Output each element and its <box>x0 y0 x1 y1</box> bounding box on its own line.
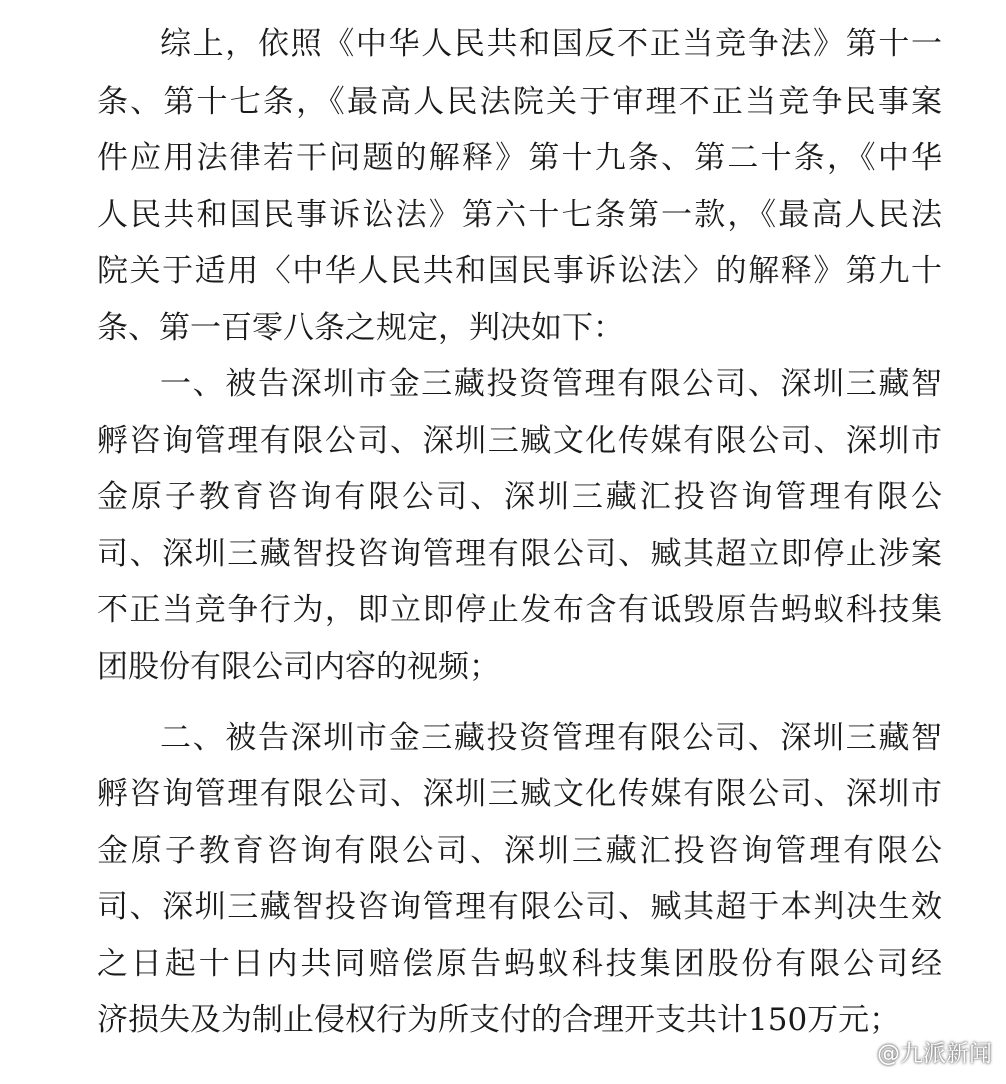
weibo-icon <box>833 1038 871 1066</box>
paragraph-2-line-4: 司、深圳三藏智投咨询管理有限公司、臧其超立即停止涉案 <box>97 536 942 572</box>
paragraph-3-line-1: 二、被告深圳市金三藏投资管理有限公司、深圳三藏智 <box>160 720 942 756</box>
paragraph-1-line-2: 条、第十七条，《最高人民法院关于审理不正当竞争民事案 <box>97 84 942 120</box>
paragraph-3-line-4: 司、深圳三藏智投咨询管理有限公司、臧其超于本判决生效 <box>97 889 942 925</box>
paragraph-2-line-2: 孵咨询管理有限公司、深圳三臧文化传媒有限公司、深圳市 <box>97 423 942 459</box>
paragraph-1-line-1: 综上，依照《中华人民共和国反不正当竞争法》第十一 <box>160 26 942 62</box>
paragraph-3-line-2: 孵咨询管理有限公司、深圳三臧文化传媒有限公司、深圳市 <box>97 776 942 812</box>
paragraph-1-line-3: 件应用法律若干问题的解释》第十九条、第二十条，《中华 <box>97 140 942 176</box>
paragraph-2-line-1: 一、被告深圳市金三藏投资管理有限公司、深圳三藏智 <box>160 366 942 402</box>
paragraph-1-line-5: 院关于适用〈中华人民共和国民事诉讼法〉的解释》第九十 <box>97 253 942 289</box>
paragraph-2-line-6: 团股份有限公司内容的视频； <box>97 649 500 685</box>
paragraph-3-line-5: 之日起十日内共同赔偿原告蚂蚁科技集团股份有限公司经 <box>97 946 942 982</box>
paragraph-2-line-3: 金原子教育咨询有限公司、深圳三藏汇投咨询管理有限公 <box>97 479 942 515</box>
paragraph-1-line-4: 人民共和国民事诉讼法》第六十七条第一款，《最高人民法 <box>97 197 942 233</box>
paragraph-3-line-6: 济损失及为制止侵权行为所支付的合理开支共计150万元； <box>97 1002 901 1038</box>
paragraph-2-line-5: 不正当竞争行为，即立即停止发布含有诋毁原告蚂蚁科技集 <box>97 592 942 628</box>
watermark-text: @九派新闻 <box>877 1041 992 1067</box>
paragraph-3-line-3: 金原子教育咨询有限公司、深圳三藏汇投咨询管理有限公 <box>97 833 942 869</box>
watermark <box>833 1035 992 1068</box>
paragraph-1-line-6: 条、第一百零八条之规定，判决如下： <box>97 310 624 346</box>
